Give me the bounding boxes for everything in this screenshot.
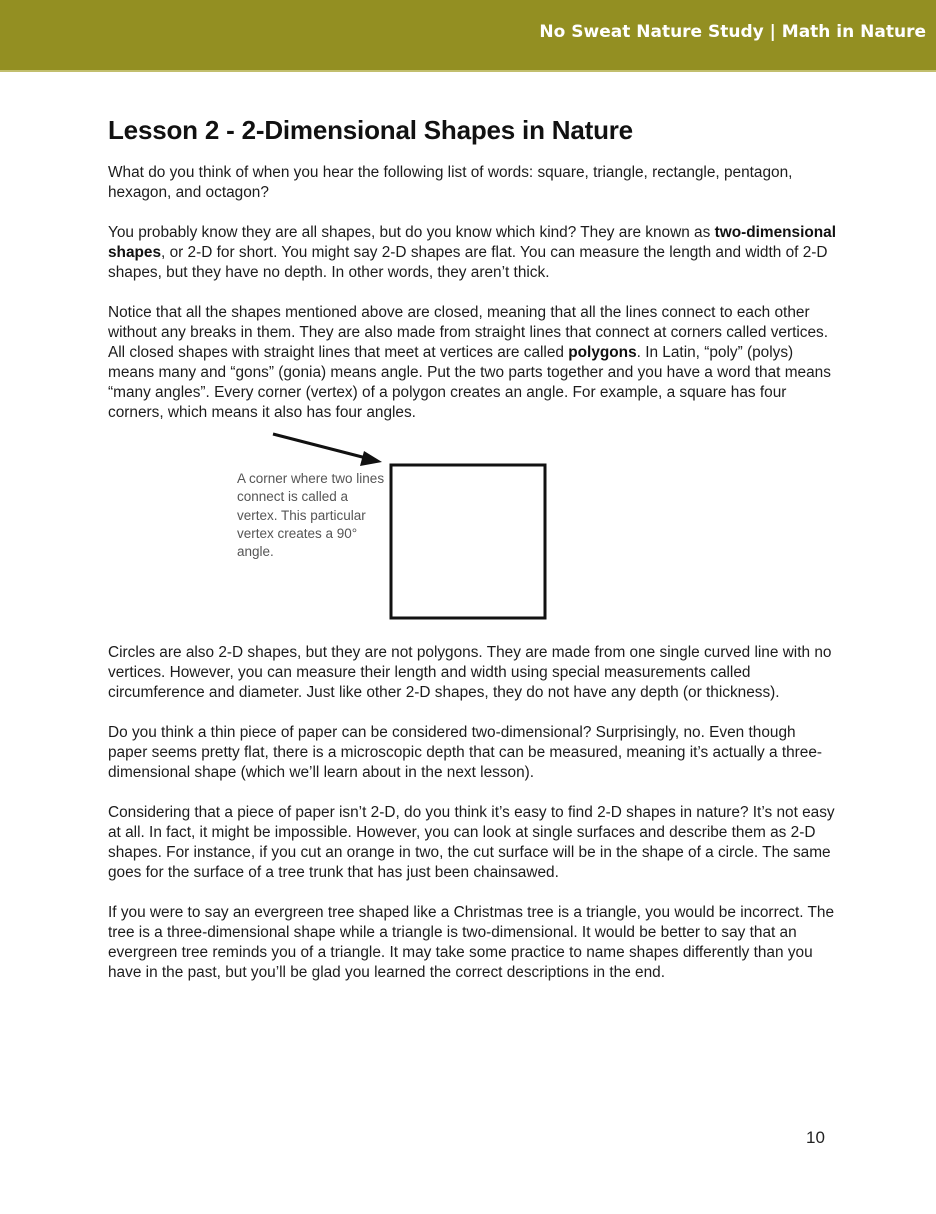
- lesson-title: Lesson 2 - 2-Dimensional Shapes in Nature: [108, 115, 633, 145]
- header-bar: [0, 0, 936, 72]
- bold-term-polygons: polygons: [568, 344, 637, 361]
- paragraph-paper: Do you think a thin piece of paper can be considered two-dimensional? Surprisingly, no. Even though paper seems pretty flat, there is a microscopic depth that can be measured, meaning it’s actually a three-dimensional shape (which we’ll learn about in the next lesson).: [108, 724, 823, 781]
- paragraph-circles: Circles are also 2-D shapes, but they are not polygons. They are made from one single curved line with no vertices. However, you can measure their length and width using special measurements called circumference and diameter. Just like other 2-D shapes, they do not have any depth (or thickness).: [108, 644, 832, 701]
- arrow-icon: [273, 434, 382, 466]
- header-title: No Sweat Nature Study | Math in Nature: [539, 22, 926, 42]
- figure-caption: A corner where two lines connect is called a vertex. This particular vertex creates a 90° angle.: [237, 471, 385, 560]
- square-shape: [391, 465, 545, 618]
- paragraph-intro: What do you think of when you hear the following list of words: square, triangle, rectangle, pentagon, hexagon, and octagon?: [108, 164, 793, 201]
- paragraph-evergreen: If you were to say an evergreen tree shaped like a Christmas tree is a triangle, you would be incorrect. The tree is a three-dimensional shape while a triangle is two-dimensional. It would be better to say that an evergreen tree reminds you of a triangle. It may take some practice to name shapes differently than you have in the past, but you’ll be glad you learned the correct descriptions in the end.: [108, 904, 835, 981]
- arrow-head: [360, 451, 382, 466]
- page-content: [108, 113, 838, 983]
- paragraph-text: You probably know they are all shapes, but do you know which kind? They are known as: [108, 224, 715, 241]
- paragraph-text: . In Latin, “poly” (polys) means many and “gons” (gonia) means angle. Put the two parts together and you have a word that means “many angles”. Every corner (vertex) of a polygon creates an angle. For example, a square has four corners, which means it also has four angles.: [108, 344, 831, 421]
- paragraph-nature-surfaces: Considering that a piece of paper isn’t 2-D, do you think it’s easy to find 2-D shapes in nature? It’s not easy at all. In fact, it might be impossible. However, you can look at single surfaces and describe them as 2-D shapes. For instance, if you cut an orange in two, the cut surface will be in the shape of a circle. The same goes for the surface of a tree trunk that has just been chainsawed.: [108, 804, 835, 881]
- paragraph-two-dimensional: [108, 223, 838, 283]
- paragraph-polygons: [108, 303, 838, 423]
- paragraph-text: Notice that all the shapes mentioned above are closed, meaning that all the lines connect to each other without any breaks in them. They are also made from straight lines that connect at corners called vertices. All closed shapes with straight lines that meet at vertices are called: [108, 304, 829, 361]
- paragraph-text: , or 2-D for short. You might say 2-D shapes are flat. You can measure the length and width of 2-D shapes, but they have no depth. In other words, they aren’t thick.: [108, 244, 828, 281]
- vertex-figure: [108, 423, 838, 635]
- page-number: 10: [806, 1128, 825, 1147]
- vertex-diagram: [108, 423, 838, 635]
- bold-term-two-dimensional-shapes: two-dimensional shapes: [108, 224, 837, 261]
- arrow-shaft: [273, 434, 370, 459]
